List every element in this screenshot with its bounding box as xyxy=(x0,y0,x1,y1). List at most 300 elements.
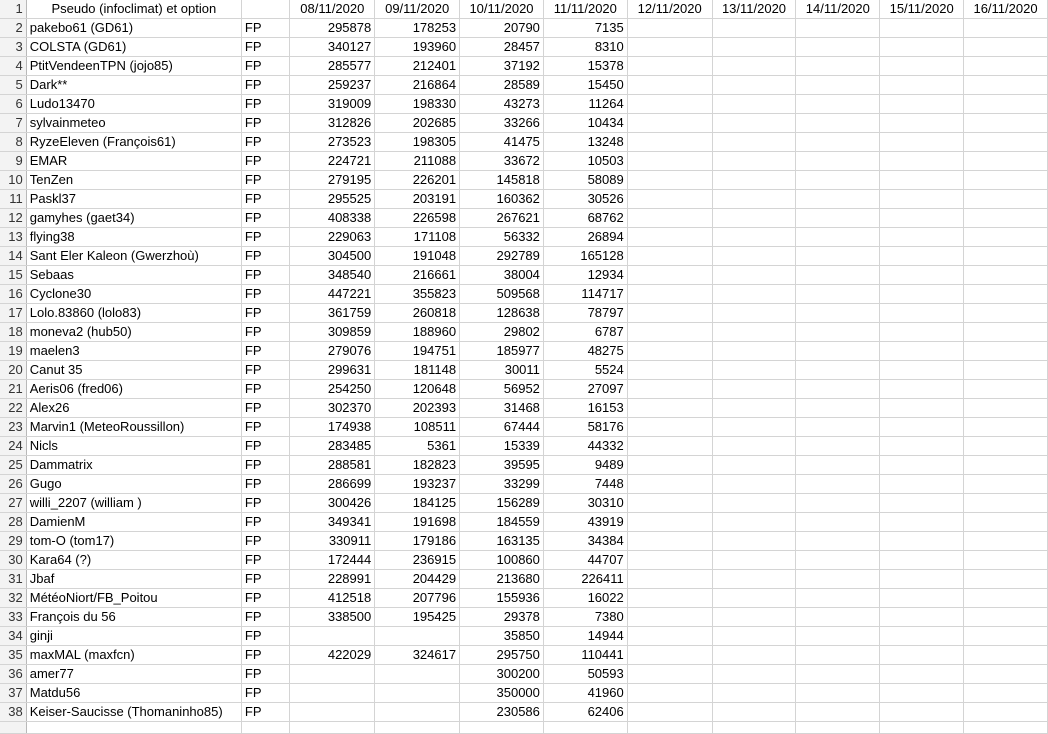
empty-cell[interactable] xyxy=(627,380,712,399)
empty-cell[interactable] xyxy=(880,646,964,665)
option-cell[interactable]: FP xyxy=(241,266,289,285)
empty-cell[interactable] xyxy=(964,399,1048,418)
empty-cell[interactable] xyxy=(627,342,712,361)
empty-cell[interactable] xyxy=(796,608,880,627)
empty-cell[interactable] xyxy=(796,95,880,114)
option-cell[interactable]: FP xyxy=(241,665,289,684)
empty-cell[interactable] xyxy=(964,247,1048,266)
row-number[interactable]: 12 xyxy=(0,209,26,228)
empty-cell[interactable] xyxy=(712,380,796,399)
value-cell[interactable]: 16153 xyxy=(543,399,627,418)
empty-cell[interactable] xyxy=(880,171,964,190)
empty-cell[interactable] xyxy=(796,437,880,456)
empty-cell[interactable] xyxy=(712,190,796,209)
value-cell[interactable]: 207796 xyxy=(375,589,460,608)
empty-cell[interactable] xyxy=(964,152,1048,171)
empty-cell[interactable] xyxy=(796,342,880,361)
empty-cell[interactable] xyxy=(880,285,964,304)
pseudo-cell[interactable]: Dark** xyxy=(26,76,241,95)
empty-cell[interactable] xyxy=(796,475,880,494)
value-cell[interactable]: 33299 xyxy=(460,475,544,494)
value-cell[interactable]: 236915 xyxy=(375,551,460,570)
empty-cell[interactable] xyxy=(627,19,712,38)
value-cell[interactable] xyxy=(375,684,460,703)
empty-cell[interactable] xyxy=(627,684,712,703)
value-cell[interactable]: 182823 xyxy=(375,456,460,475)
pseudo-cell[interactable]: Ludo13470 xyxy=(26,95,241,114)
row-number[interactable]: 27 xyxy=(0,494,26,513)
pseudo-cell[interactable]: François du 56 xyxy=(26,608,241,627)
value-cell[interactable]: 292789 xyxy=(460,247,544,266)
empty-cell[interactable] xyxy=(241,722,289,734)
empty-cell[interactable] xyxy=(627,627,712,646)
option-cell[interactable]: FP xyxy=(241,57,289,76)
row-number[interactable]: 6 xyxy=(0,95,26,114)
value-cell[interactable]: 29378 xyxy=(460,608,544,627)
empty-cell[interactable] xyxy=(712,133,796,152)
value-cell[interactable]: 324617 xyxy=(375,646,460,665)
empty-cell[interactable] xyxy=(712,266,796,285)
option-cell[interactable]: FP xyxy=(241,190,289,209)
value-cell[interactable]: 15339 xyxy=(460,437,544,456)
value-cell[interactable]: 285577 xyxy=(290,57,375,76)
empty-cell[interactable] xyxy=(880,304,964,323)
value-cell[interactable]: 14944 xyxy=(543,627,627,646)
value-cell[interactable]: 185977 xyxy=(460,342,544,361)
empty-cell[interactable] xyxy=(712,646,796,665)
empty-cell[interactable] xyxy=(964,570,1048,589)
row-number[interactable]: 7 xyxy=(0,114,26,133)
empty-cell[interactable] xyxy=(880,399,964,418)
row-number[interactable]: 30 xyxy=(0,551,26,570)
pseudo-cell[interactable]: Paskl37 xyxy=(26,190,241,209)
empty-cell[interactable] xyxy=(712,494,796,513)
value-cell[interactable]: 304500 xyxy=(290,247,375,266)
empty-cell[interactable] xyxy=(880,589,964,608)
pseudo-cell[interactable]: Sebaas xyxy=(26,266,241,285)
value-cell[interactable]: 184125 xyxy=(375,494,460,513)
empty-cell[interactable] xyxy=(964,19,1048,38)
header-cell-name[interactable]: Pseudo (infoclimat) et option xyxy=(26,0,241,19)
pseudo-cell[interactable]: Nicls xyxy=(26,437,241,456)
header-cell-date[interactable]: 13/11/2020 xyxy=(712,0,796,19)
row-number[interactable]: 22 xyxy=(0,399,26,418)
value-cell[interactable]: 226201 xyxy=(375,171,460,190)
value-cell[interactable]: 39595 xyxy=(460,456,544,475)
option-cell[interactable]: FP xyxy=(241,114,289,133)
row-number[interactable]: 36 xyxy=(0,665,26,684)
value-cell[interactable]: 312826 xyxy=(290,114,375,133)
value-cell[interactable]: 184559 xyxy=(460,513,544,532)
option-cell[interactable]: FP xyxy=(241,399,289,418)
value-cell[interactable]: 58176 xyxy=(543,418,627,437)
value-cell[interactable]: 198305 xyxy=(375,133,460,152)
empty-cell[interactable] xyxy=(712,247,796,266)
empty-cell[interactable] xyxy=(964,38,1048,57)
value-cell[interactable]: 422029 xyxy=(290,646,375,665)
value-cell[interactable]: 338500 xyxy=(290,608,375,627)
value-cell[interactable]: 110441 xyxy=(543,646,627,665)
empty-cell[interactable] xyxy=(964,76,1048,95)
empty-cell[interactable] xyxy=(712,532,796,551)
empty-cell[interactable] xyxy=(712,38,796,57)
header-cell-date[interactable]: 14/11/2020 xyxy=(796,0,880,19)
row-number[interactable]: 28 xyxy=(0,513,26,532)
empty-cell[interactable] xyxy=(796,380,880,399)
value-cell[interactable]: 50593 xyxy=(543,665,627,684)
empty-cell[interactable] xyxy=(964,608,1048,627)
header-cell-date[interactable]: 16/11/2020 xyxy=(964,0,1048,19)
value-cell[interactable] xyxy=(290,703,375,722)
pseudo-cell[interactable]: Aeris06 (fred06) xyxy=(26,380,241,399)
empty-cell[interactable] xyxy=(796,304,880,323)
header-cell-date[interactable]: 10/11/2020 xyxy=(460,0,544,19)
pseudo-cell[interactable]: willi_2207 (william ) xyxy=(26,494,241,513)
value-cell[interactable]: 447221 xyxy=(290,285,375,304)
empty-cell[interactable] xyxy=(627,646,712,665)
pseudo-cell[interactable]: Kara64 (?) xyxy=(26,551,241,570)
value-cell[interactable]: 224721 xyxy=(290,152,375,171)
empty-cell[interactable] xyxy=(627,665,712,684)
pseudo-cell[interactable]: sylvainmeteo xyxy=(26,114,241,133)
option-cell[interactable]: FP xyxy=(241,589,289,608)
value-cell[interactable]: 178253 xyxy=(375,19,460,38)
empty-cell[interactable] xyxy=(796,171,880,190)
value-cell[interactable]: 509568 xyxy=(460,285,544,304)
empty-cell[interactable] xyxy=(627,57,712,76)
option-cell[interactable]: FP xyxy=(241,551,289,570)
row-number[interactable]: 17 xyxy=(0,304,26,323)
pseudo-cell[interactable]: tom-O (tom17) xyxy=(26,532,241,551)
value-cell[interactable]: 12934 xyxy=(543,266,627,285)
pseudo-cell[interactable]: pakebo61 (GD61) xyxy=(26,19,241,38)
empty-cell[interactable] xyxy=(712,703,796,722)
header-cell-date[interactable]: 12/11/2020 xyxy=(627,0,712,19)
empty-cell[interactable] xyxy=(796,418,880,437)
empty-cell[interactable] xyxy=(712,228,796,247)
value-cell[interactable]: 299631 xyxy=(290,361,375,380)
value-cell[interactable]: 15450 xyxy=(543,76,627,95)
empty-cell[interactable] xyxy=(880,532,964,551)
empty-cell[interactable] xyxy=(964,228,1048,247)
empty-cell[interactable] xyxy=(964,57,1048,76)
empty-cell[interactable] xyxy=(964,684,1048,703)
empty-cell[interactable] xyxy=(712,722,796,734)
empty-cell[interactable] xyxy=(880,361,964,380)
empty-cell[interactable] xyxy=(796,247,880,266)
empty-cell[interactable] xyxy=(880,76,964,95)
pseudo-cell[interactable]: Alex26 xyxy=(26,399,241,418)
option-cell[interactable]: FP xyxy=(241,95,289,114)
empty-cell[interactable] xyxy=(796,76,880,95)
pseudo-cell[interactable]: ginji xyxy=(26,627,241,646)
option-cell[interactable]: FP xyxy=(241,437,289,456)
empty-cell[interactable] xyxy=(712,57,796,76)
empty-cell[interactable] xyxy=(880,95,964,114)
empty-cell[interactable] xyxy=(964,209,1048,228)
empty-cell[interactable] xyxy=(627,399,712,418)
value-cell[interactable]: 163135 xyxy=(460,532,544,551)
empty-cell[interactable] xyxy=(712,209,796,228)
pseudo-cell[interactable]: Gugo xyxy=(26,475,241,494)
empty-cell[interactable] xyxy=(712,665,796,684)
empty-cell[interactable] xyxy=(543,722,627,734)
value-cell[interactable] xyxy=(290,665,375,684)
empty-cell[interactable] xyxy=(712,95,796,114)
option-cell[interactable]: FP xyxy=(241,627,289,646)
value-cell[interactable]: 100860 xyxy=(460,551,544,570)
empty-cell[interactable] xyxy=(964,323,1048,342)
pseudo-cell[interactable]: EMAR xyxy=(26,152,241,171)
value-cell[interactable]: 198330 xyxy=(375,95,460,114)
value-cell[interactable]: 254250 xyxy=(290,380,375,399)
value-cell[interactable]: 212401 xyxy=(375,57,460,76)
value-cell[interactable]: 340127 xyxy=(290,38,375,57)
empty-cell[interactable] xyxy=(796,323,880,342)
value-cell[interactable]: 295878 xyxy=(290,19,375,38)
value-cell[interactable]: 56952 xyxy=(460,380,544,399)
empty-cell[interactable] xyxy=(712,114,796,133)
empty-cell[interactable] xyxy=(712,475,796,494)
empty-cell[interactable] xyxy=(796,722,880,734)
empty-cell[interactable] xyxy=(712,171,796,190)
value-cell[interactable]: 33672 xyxy=(460,152,544,171)
empty-cell[interactable] xyxy=(796,532,880,551)
empty-cell[interactable] xyxy=(880,114,964,133)
pseudo-cell[interactable]: PtitVendeenTPN (jojo85) xyxy=(26,57,241,76)
empty-cell[interactable] xyxy=(627,247,712,266)
value-cell[interactable] xyxy=(375,665,460,684)
option-cell[interactable]: FP xyxy=(241,304,289,323)
empty-cell[interactable] xyxy=(964,513,1048,532)
value-cell[interactable]: 35850 xyxy=(460,627,544,646)
value-cell[interactable]: 283485 xyxy=(290,437,375,456)
empty-cell[interactable] xyxy=(964,589,1048,608)
empty-cell[interactable] xyxy=(627,437,712,456)
value-cell[interactable]: 33266 xyxy=(460,114,544,133)
value-cell[interactable]: 226411 xyxy=(543,570,627,589)
empty-cell[interactable] xyxy=(796,494,880,513)
pseudo-cell[interactable]: gamyhes (gaet34) xyxy=(26,209,241,228)
value-cell[interactable]: 58089 xyxy=(543,171,627,190)
empty-cell[interactable] xyxy=(627,133,712,152)
empty-cell[interactable] xyxy=(880,551,964,570)
pseudo-cell[interactable]: flying38 xyxy=(26,228,241,247)
value-cell[interactable]: 194751 xyxy=(375,342,460,361)
value-cell[interactable]: 259237 xyxy=(290,76,375,95)
value-cell[interactable]: 10434 xyxy=(543,114,627,133)
option-cell[interactable]: FP xyxy=(241,494,289,513)
empty-cell[interactable] xyxy=(880,570,964,589)
row-number[interactable]: 18 xyxy=(0,323,26,342)
empty-cell[interactable] xyxy=(627,513,712,532)
empty-cell[interactable] xyxy=(712,570,796,589)
value-cell[interactable]: 412518 xyxy=(290,589,375,608)
value-cell[interactable]: 174938 xyxy=(290,418,375,437)
empty-cell[interactable] xyxy=(627,171,712,190)
value-cell[interactable]: 6787 xyxy=(543,323,627,342)
row-number[interactable]: 5 xyxy=(0,76,26,95)
empty-cell[interactable] xyxy=(796,285,880,304)
value-cell[interactable]: 193237 xyxy=(375,475,460,494)
value-cell[interactable]: 202393 xyxy=(375,399,460,418)
value-cell[interactable]: 27097 xyxy=(543,380,627,399)
empty-cell[interactable] xyxy=(796,266,880,285)
empty-cell[interactable] xyxy=(796,513,880,532)
value-cell[interactable]: 203191 xyxy=(375,190,460,209)
value-cell[interactable]: 56332 xyxy=(460,228,544,247)
empty-cell[interactable] xyxy=(964,304,1048,323)
empty-cell[interactable] xyxy=(880,190,964,209)
empty-cell[interactable] xyxy=(712,342,796,361)
empty-cell[interactable] xyxy=(964,722,1048,734)
empty-cell[interactable] xyxy=(964,646,1048,665)
empty-cell[interactable] xyxy=(627,570,712,589)
empty-cell[interactable] xyxy=(880,475,964,494)
empty-cell[interactable] xyxy=(964,95,1048,114)
value-cell[interactable]: 16022 xyxy=(543,589,627,608)
empty-cell[interactable] xyxy=(880,703,964,722)
value-cell[interactable]: 30526 xyxy=(543,190,627,209)
value-cell[interactable]: 37192 xyxy=(460,57,544,76)
value-cell[interactable]: 191048 xyxy=(375,247,460,266)
empty-cell[interactable] xyxy=(964,475,1048,494)
empty-cell[interactable] xyxy=(627,475,712,494)
empty-cell[interactable] xyxy=(796,361,880,380)
value-cell[interactable] xyxy=(375,627,460,646)
empty-cell[interactable] xyxy=(712,76,796,95)
empty-cell[interactable] xyxy=(964,285,1048,304)
empty-cell[interactable] xyxy=(964,456,1048,475)
value-cell[interactable]: 330911 xyxy=(290,532,375,551)
value-cell[interactable]: 226598 xyxy=(375,209,460,228)
empty-cell[interactable] xyxy=(290,722,375,734)
row-number[interactable] xyxy=(0,722,26,734)
value-cell[interactable]: 8310 xyxy=(543,38,627,57)
value-cell[interactable]: 160362 xyxy=(460,190,544,209)
option-cell[interactable]: FP xyxy=(241,247,289,266)
empty-cell[interactable] xyxy=(880,19,964,38)
value-cell[interactable]: 348540 xyxy=(290,266,375,285)
empty-cell[interactable] xyxy=(880,57,964,76)
option-cell[interactable]: FP xyxy=(241,703,289,722)
empty-cell[interactable] xyxy=(964,266,1048,285)
empty-cell[interactable] xyxy=(796,190,880,209)
empty-cell[interactable] xyxy=(880,342,964,361)
value-cell[interactable]: 5361 xyxy=(375,437,460,456)
value-cell[interactable]: 128638 xyxy=(460,304,544,323)
empty-cell[interactable] xyxy=(964,190,1048,209)
value-cell[interactable]: 216864 xyxy=(375,76,460,95)
pseudo-cell[interactable]: Jbaf xyxy=(26,570,241,589)
empty-cell[interactable] xyxy=(627,209,712,228)
row-number[interactable]: 9 xyxy=(0,152,26,171)
empty-cell[interactable] xyxy=(964,494,1048,513)
value-cell[interactable]: 188960 xyxy=(375,323,460,342)
option-cell[interactable]: FP xyxy=(241,152,289,171)
pseudo-cell[interactable]: Cyclone30 xyxy=(26,285,241,304)
empty-cell[interactable] xyxy=(712,304,796,323)
empty-cell[interactable] xyxy=(796,133,880,152)
empty-cell[interactable] xyxy=(964,380,1048,399)
pseudo-cell[interactable]: COLSTA (GD61) xyxy=(26,38,241,57)
empty-cell[interactable] xyxy=(880,380,964,399)
empty-cell[interactable] xyxy=(880,494,964,513)
pseudo-cell[interactable]: Canut 35 xyxy=(26,361,241,380)
value-cell[interactable]: 229063 xyxy=(290,228,375,247)
pseudo-cell[interactable]: Lolo.83860 (lolo83) xyxy=(26,304,241,323)
pseudo-cell[interactable]: Matdu56 xyxy=(26,684,241,703)
empty-cell[interactable] xyxy=(796,114,880,133)
empty-cell[interactable] xyxy=(964,532,1048,551)
value-cell[interactable]: 179186 xyxy=(375,532,460,551)
empty-cell[interactable] xyxy=(796,570,880,589)
row-number[interactable]: 13 xyxy=(0,228,26,247)
value-cell[interactable]: 34384 xyxy=(543,532,627,551)
empty-cell[interactable] xyxy=(796,627,880,646)
value-cell[interactable]: 355823 xyxy=(375,285,460,304)
value-cell[interactable]: 28589 xyxy=(460,76,544,95)
value-cell[interactable]: 350000 xyxy=(460,684,544,703)
empty-cell[interactable] xyxy=(880,456,964,475)
empty-cell[interactable] xyxy=(460,722,544,734)
value-cell[interactable]: 31468 xyxy=(460,399,544,418)
value-cell[interactable]: 193960 xyxy=(375,38,460,57)
empty-cell[interactable] xyxy=(796,589,880,608)
pseudo-cell[interactable]: Dammatrix xyxy=(26,456,241,475)
option-cell[interactable]: FP xyxy=(241,570,289,589)
empty-cell[interactable] xyxy=(880,38,964,57)
value-cell[interactable]: 211088 xyxy=(375,152,460,171)
value-cell[interactable]: 10503 xyxy=(543,152,627,171)
empty-cell[interactable] xyxy=(880,437,964,456)
empty-cell[interactable] xyxy=(627,114,712,133)
value-cell[interactable]: 349341 xyxy=(290,513,375,532)
empty-cell[interactable] xyxy=(627,722,712,734)
pseudo-cell[interactable]: maxMAL (maxfcn) xyxy=(26,646,241,665)
value-cell[interactable]: 78797 xyxy=(543,304,627,323)
empty-cell[interactable] xyxy=(796,665,880,684)
empty-cell[interactable] xyxy=(964,437,1048,456)
value-cell[interactable]: 309859 xyxy=(290,323,375,342)
header-cell-option[interactable] xyxy=(241,0,289,19)
value-cell[interactable]: 171108 xyxy=(375,228,460,247)
empty-cell[interactable] xyxy=(964,665,1048,684)
empty-cell[interactable] xyxy=(796,684,880,703)
empty-cell[interactable] xyxy=(964,133,1048,152)
value-cell[interactable]: 11264 xyxy=(543,95,627,114)
empty-cell[interactable] xyxy=(964,551,1048,570)
value-cell[interactable]: 44707 xyxy=(543,551,627,570)
pseudo-cell[interactable]: RyzeEleven (François61) xyxy=(26,133,241,152)
empty-cell[interactable] xyxy=(880,684,964,703)
value-cell[interactable]: 279076 xyxy=(290,342,375,361)
empty-cell[interactable] xyxy=(627,608,712,627)
empty-cell[interactable] xyxy=(796,456,880,475)
pseudo-cell[interactable]: Marvin1 (MeteoRoussillon) xyxy=(26,418,241,437)
pseudo-cell[interactable]: TenZen xyxy=(26,171,241,190)
option-cell[interactable]: FP xyxy=(241,608,289,627)
value-cell[interactable]: 120648 xyxy=(375,380,460,399)
row-number[interactable]: 24 xyxy=(0,437,26,456)
row-number[interactable]: 34 xyxy=(0,627,26,646)
value-cell[interactable]: 195425 xyxy=(375,608,460,627)
value-cell[interactable]: 20790 xyxy=(460,19,544,38)
value-cell[interactable] xyxy=(375,703,460,722)
empty-cell[interactable] xyxy=(880,627,964,646)
empty-cell[interactable] xyxy=(627,304,712,323)
value-cell[interactable]: 7380 xyxy=(543,608,627,627)
